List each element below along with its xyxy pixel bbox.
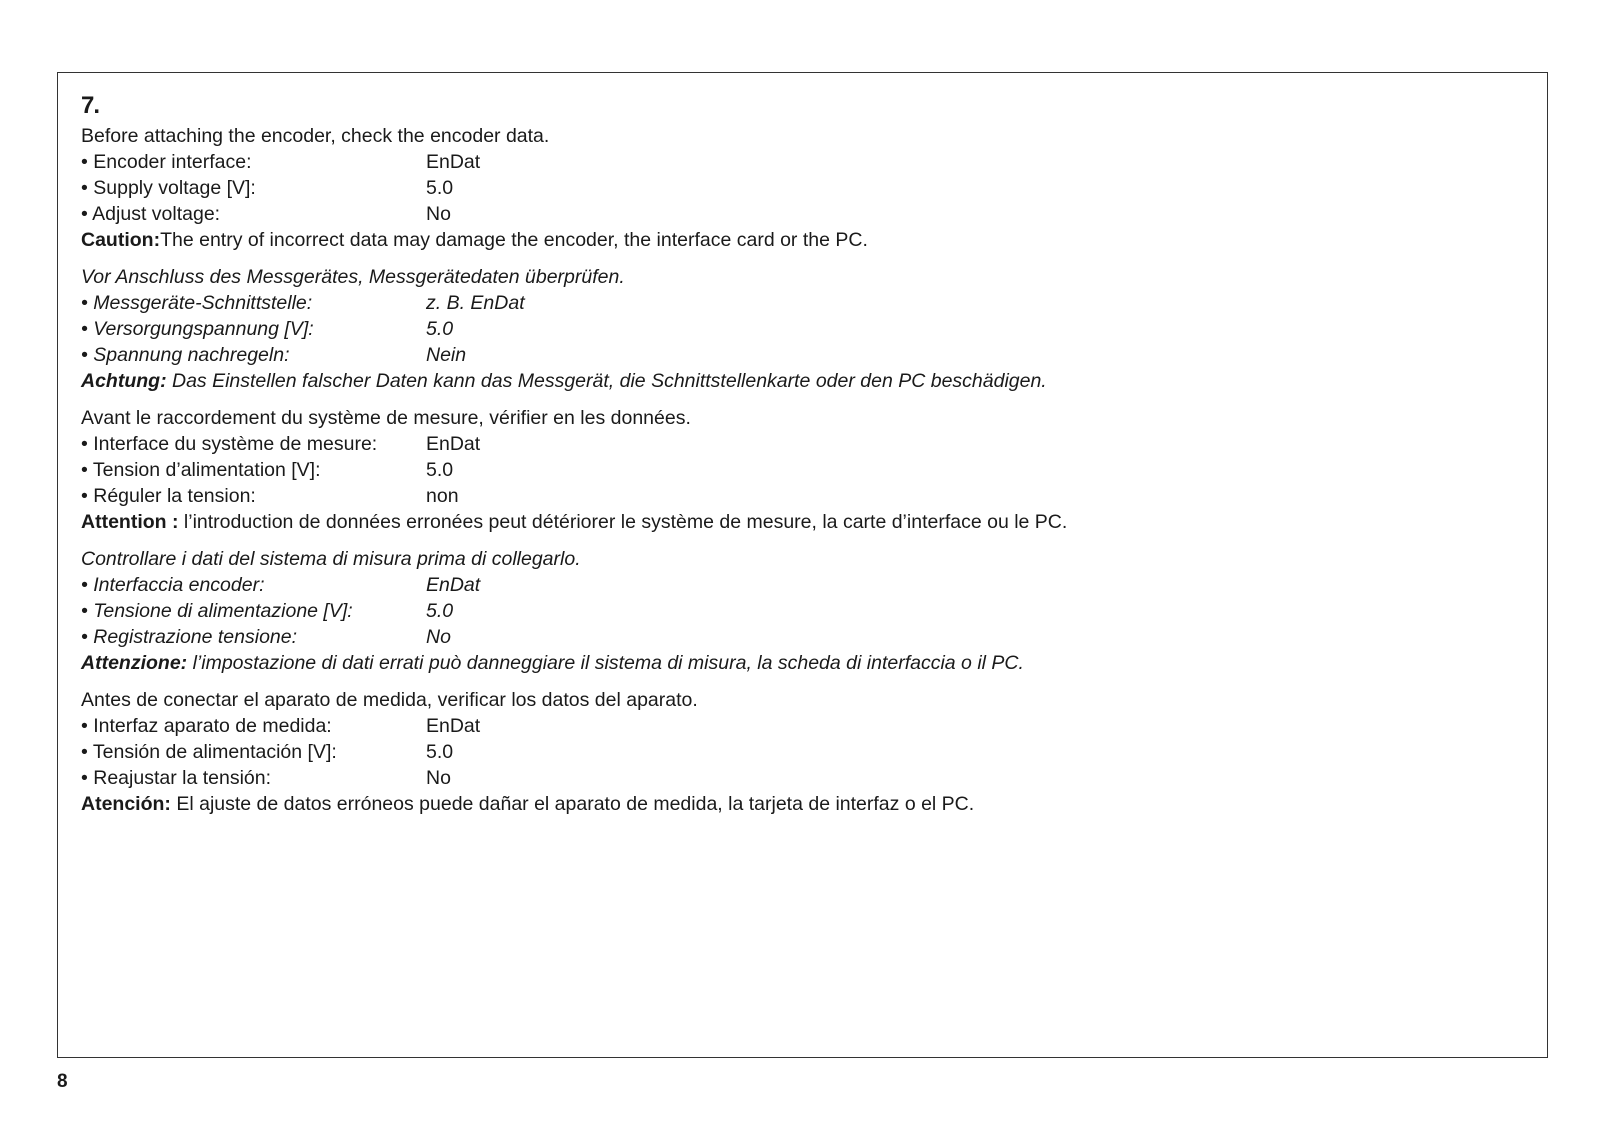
data-label: • Registrazione tensione: bbox=[81, 626, 298, 648]
data-label: • Tensión de alimentación [V]: bbox=[81, 741, 337, 763]
data-value: No bbox=[426, 626, 451, 648]
data-label: • Adjust voltage: bbox=[81, 203, 221, 225]
data-value: No bbox=[426, 203, 451, 225]
caution-text: l’introduction de données erronées peut détériorer le système de mesure, la carte d’interface ou le PC. bbox=[178, 511, 1068, 533]
intro-text: Before attaching the encoder, check the encoder data. bbox=[81, 125, 550, 147]
caution-text: Das Einstellen falscher Daten kann das Messgerät, die Schnittstellenkarte oder den PC beschädigen. bbox=[166, 370, 1047, 392]
caution-text: l’impostazione di dati errati può danneggiare il sistema di misura, la scheda di interfaccia o il PC. bbox=[187, 652, 1024, 674]
step-number: 7. bbox=[81, 92, 100, 119]
data-value: EnDat bbox=[426, 433, 481, 455]
data-label: • Interfaz aparato de medida: bbox=[81, 715, 332, 737]
block-english bbox=[81, 123, 1527, 253]
data-label: • Tension d’alimentation [V]: bbox=[81, 459, 321, 481]
caution-line bbox=[81, 791, 1527, 817]
data-row bbox=[81, 316, 1527, 342]
data-value: 5.0 bbox=[426, 177, 454, 199]
caution-text: El ajuste de datos erróneos puede dañar el aparato de medida, la tarjeta de interfaz o el PC. bbox=[170, 793, 975, 815]
caution-label: Atención: bbox=[81, 793, 171, 815]
data-value: Nein bbox=[426, 344, 467, 366]
page-number: 8 bbox=[57, 1071, 68, 1092]
intro-text: Avant le raccordement du système de mesure, vérifier en les données. bbox=[81, 407, 691, 429]
caution-text: The entry of incorrect data may damage the encoder, the interface card or the PC. bbox=[160, 229, 868, 251]
data-row bbox=[81, 342, 1527, 368]
data-row bbox=[81, 175, 1527, 201]
caution-label: Achtung: bbox=[81, 370, 167, 392]
data-label: • Spannung nachregeln: bbox=[81, 344, 290, 366]
data-value: EnDat bbox=[426, 574, 481, 596]
block-french bbox=[81, 405, 1527, 535]
data-label: • Interface du système de mesure: bbox=[81, 433, 378, 455]
data-value: 5.0 bbox=[426, 459, 454, 481]
data-value: 5.0 bbox=[426, 741, 454, 763]
data-value: No bbox=[426, 767, 451, 789]
data-value: 5.0 bbox=[426, 318, 454, 340]
block-spanish bbox=[81, 687, 1527, 817]
data-label: • Messgeräte-Schnittstelle: bbox=[81, 292, 313, 314]
caution-line bbox=[81, 509, 1527, 535]
data-label: • Encoder interface: bbox=[81, 151, 252, 173]
caution-line bbox=[81, 227, 1527, 253]
data-row bbox=[81, 457, 1527, 483]
data-row bbox=[81, 598, 1527, 624]
data-row bbox=[81, 572, 1527, 598]
data-row bbox=[81, 483, 1527, 509]
data-row bbox=[81, 739, 1527, 765]
data-label: • Versorgungspannung [V]: bbox=[81, 318, 314, 340]
data-row bbox=[81, 713, 1527, 739]
caution-label: Caution: bbox=[81, 229, 161, 251]
data-row bbox=[81, 765, 1527, 791]
data-value: z. B. EnDat bbox=[426, 292, 525, 314]
data-row bbox=[81, 431, 1527, 457]
data-row bbox=[81, 201, 1527, 227]
data-value: EnDat bbox=[426, 715, 481, 737]
block-italian bbox=[81, 546, 1527, 676]
caution-label: Attenzione: bbox=[81, 652, 188, 674]
intro-text: Vor Anschluss des Messgerätes, Messgerätedaten überprüfen. bbox=[81, 266, 625, 288]
intro-text: Antes de conectar el aparato de medida, verificar los datos del aparato. bbox=[81, 689, 698, 711]
caution-line bbox=[81, 650, 1527, 676]
data-label: • Réguler la tension: bbox=[81, 485, 256, 507]
data-label: • Supply voltage [V]: bbox=[81, 177, 256, 199]
data-value: non bbox=[426, 485, 459, 507]
block-german bbox=[81, 264, 1527, 394]
data-label: • Reajustar la tensión: bbox=[81, 767, 272, 789]
data-row bbox=[81, 624, 1527, 650]
data-label: • Interfaccia encoder: bbox=[81, 574, 265, 596]
data-row bbox=[81, 149, 1527, 175]
content-frame bbox=[57, 72, 1548, 1058]
data-label: • Tensione di alimentazione [V]: bbox=[81, 600, 353, 622]
data-value: 5.0 bbox=[426, 600, 454, 622]
instructions-content bbox=[81, 91, 1527, 828]
caution-line bbox=[81, 368, 1527, 394]
data-row bbox=[81, 290, 1527, 316]
caution-label: Attention : bbox=[81, 511, 179, 533]
intro-text: Controllare i dati del sistema di misura prima di collegarlo. bbox=[81, 548, 581, 570]
data-value: EnDat bbox=[426, 151, 481, 173]
